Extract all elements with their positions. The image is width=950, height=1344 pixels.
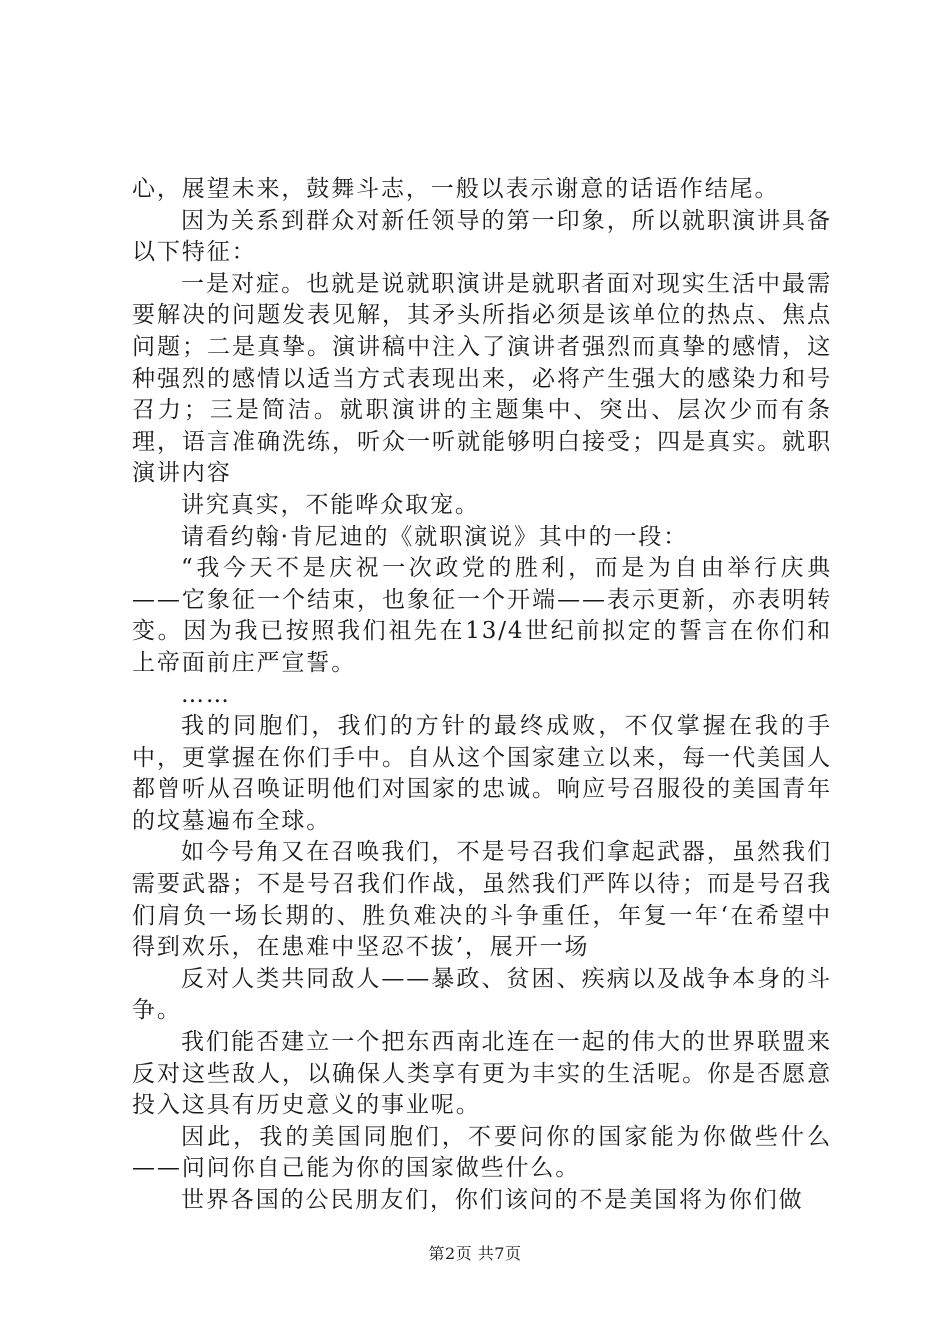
paragraph-5: 请看约翰·肯尼迪的《就职演说》其中的一段： xyxy=(181,523,689,550)
paragraph-7: …… xyxy=(181,681,231,708)
paragraph-13: 世界各国的公民朋友们，你们该问的不是美国将为你们做 xyxy=(181,1187,804,1213)
paragraph-4: 讲究真实，不能哗众取宠。 xyxy=(181,491,480,518)
paragraph-12: 因此，我的美国同胞们，不要问你的国家能为你做些什么——问问你自己能为你的国家做些什么。 xyxy=(132,1123,832,1182)
document-body xyxy=(132,174,832,1217)
paragraph-11: 我们能否建立一个把东西南北连在一起的伟大的世界联盟来反对这些敌人，以确保人类享有更为丰实的生活呢。你是否愿意投入这具有历史意义的事业呢。 xyxy=(132,1029,832,1119)
page-footer: 第2页 共7页 xyxy=(428,1244,522,1263)
paragraph-2: 因为关系到群众对新任领导的第一印象，所以就职演讲具备以下特征： xyxy=(132,207,832,266)
paragraph-3: 一是对症。也就是说就职演讲是就职者面对现实生活中最需要解决的问题发表见解，其矛头所指必须是该单位的热点、焦点问题；二是真挚。演讲稿中注入了演讲者强烈而真挚的感情，这种强烈的感情以适当方式表现出来，必将产生强大的感染力和号召力；三是简洁。就职演讲的主题集中、突出、层次少而有条理，语言准确洗练，听众一听就能够明白接受；四是真实。就职演讲内容 xyxy=(132,270,832,487)
paragraph-8: 我的同胞们，我们的方针的最终成败，不仅掌握在我的手中，更掌握在你们手中。自从这个国家建立以来，每一代美国人都曾听从召唤证明他们对国家的忠诚。响应号召服役的美国青年的坟墓遍布全球。 xyxy=(132,713,832,834)
paragraph-6: “我今天不是庆祝一次政党的胜利，而是为自由举行庆典——它象征一个结束，也象征一个开端——表示更新，亦表明转变。因为我已按照我们祖先在13/4世纪前拟定的誓言在你们和上帝面前庄严宣誓。 xyxy=(132,555,832,676)
paragraph-1: 心，展望未来，鼓舞斗志，一般以表示谢意的话语作结尾。 xyxy=(132,176,780,202)
paragraph-10: 反对人类共同敌人——暴政、贫困、疾病以及战争本身的斗争。 xyxy=(132,965,832,1024)
paragraph-9: 如今号角又在召唤我们，不是号召我们拿起武器，虽然我们需要武器；不是号召我们作战，虽然我们严阵以待；而是号召我们肩负一场长期的、胜负难决的斗争重任，年复一年‘在希望中得到欢乐，在患难中坚忍不拔’，展开一场 xyxy=(132,839,832,961)
